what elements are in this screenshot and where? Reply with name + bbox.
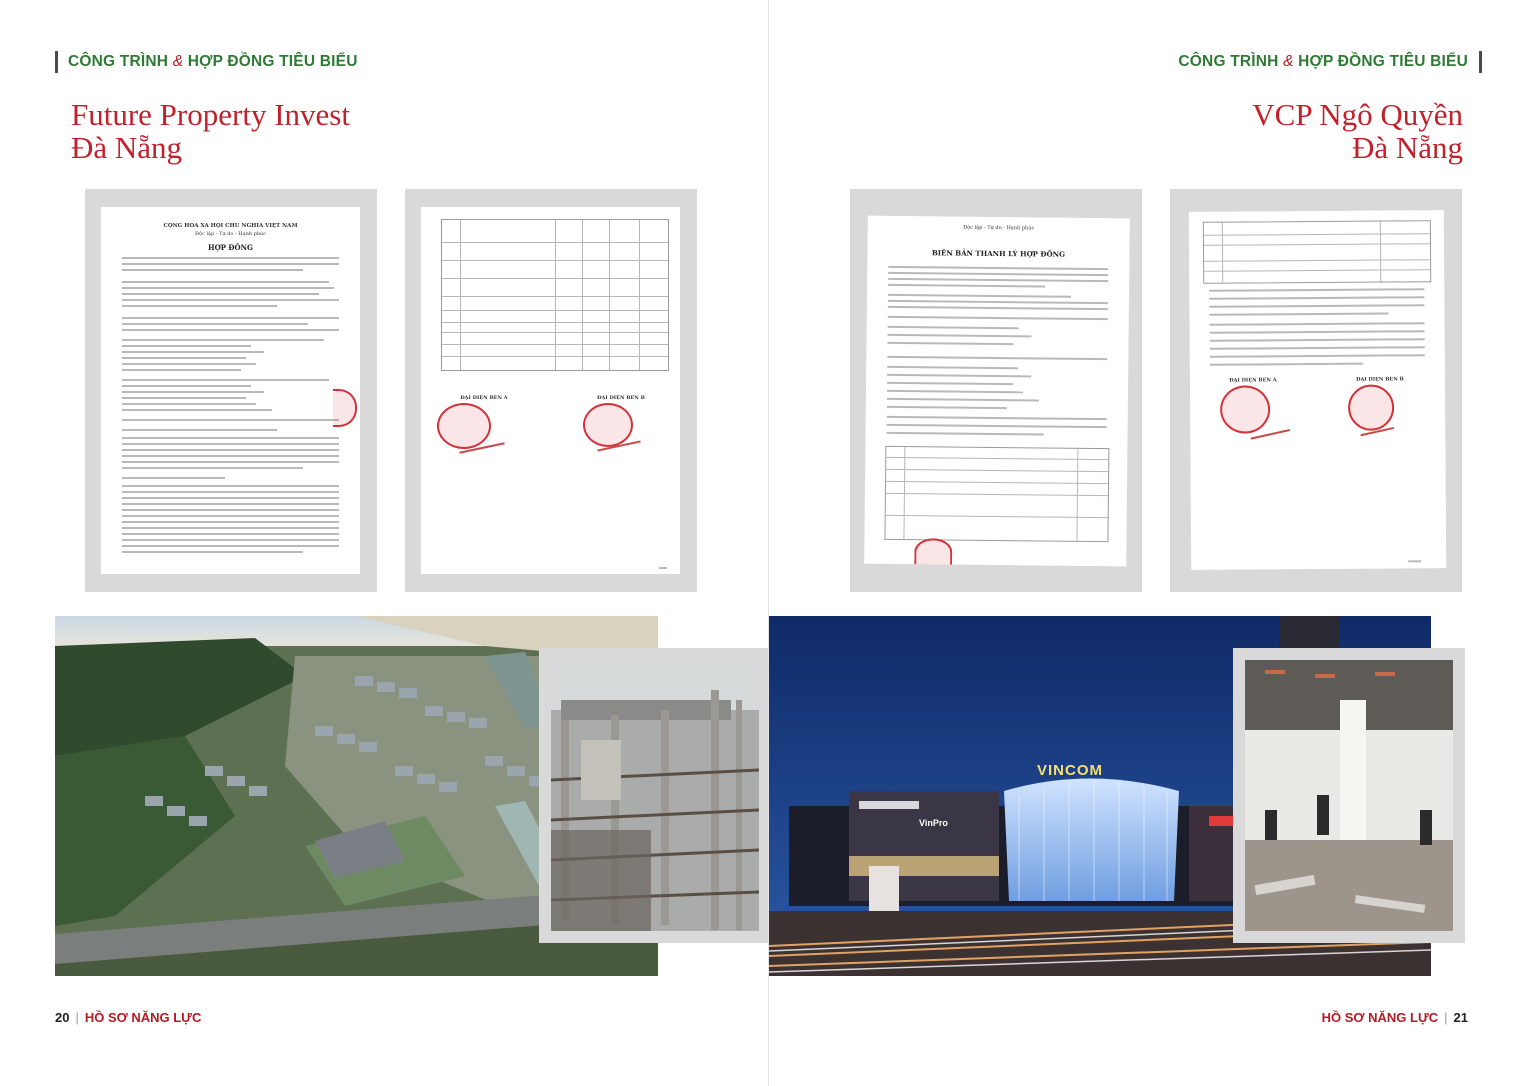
party-a-representative-label: ĐẠI DIỆN BÊN A [1229,377,1277,384]
pricing-table [441,219,669,371]
section-marker-bar [1479,51,1482,73]
section-label-part1: CÔNG TRÌNH [68,53,169,70]
liquidation-document-frame [850,189,1142,592]
footer-brand-right: HỒ SƠ NĂNG LỰC [1321,1010,1439,1025]
section-label-part2: HỢP ĐỒNG TIÊU BIỂU [187,53,358,70]
vinpro-sign: VinPro [919,818,948,828]
section-label [68,53,358,71]
section-label-part1: CÔNG TRÌNH [1178,53,1279,70]
section-label [1178,53,1468,71]
liquidation-stamp [914,538,952,566]
liquidation-title: BIÊN BẢN THANH LÝ HỢP ĐỒNG [931,248,1066,259]
left-footer: 20 | HỒ SƠ NĂNG LỰC [55,1010,202,1025]
contract-title: HỢP ĐỒNG [207,243,253,252]
liquidation-motto: Độc lập - Tự do - Hạnh phúc [963,224,1035,232]
project-title [1252,98,1463,164]
contract-table-page [421,207,680,574]
settlement-table [1203,220,1431,284]
right-footer: HỒ SƠ NĂNG LỰC | 21 [1321,1010,1468,1025]
liquidation-document-page [864,216,1130,567]
page-number-right: 21 [1453,1010,1468,1025]
party-b-stamp [1348,384,1394,430]
party-a-stamp [1220,385,1270,433]
interior-photo-frame [1233,648,1465,943]
right-page [768,0,1536,1086]
liquidation-table [884,446,1109,542]
project-title-line1: Future Property Invest [71,97,350,132]
page-number-left: 20 [55,1010,70,1025]
project-title [71,98,350,164]
section-label-amp: & [172,53,184,70]
interior-construction-photo [1245,660,1453,931]
section-label-part2: HỢP ĐỒNG TIÊU BIỂU [1298,53,1468,70]
section-marker-bar [55,51,58,73]
party-b-representative-label: ĐẠI DIỆN BÊN B [1356,376,1404,383]
liquidation-page2 [1189,210,1446,570]
construction-photo-frame [539,648,771,943]
construction-site-photo [551,660,759,931]
section-label-amp: & [1283,53,1294,70]
footer-brand-left: HỒ SƠ NĂNG LỰC [84,1010,202,1025]
project-title-line2: Đà Nẵng [71,130,183,165]
party-b-representative-label: ĐẠI DIỆN BÊN B [597,395,645,401]
party-a-representative-label: ĐẠI DIỆN BÊN A [460,395,508,401]
party-a-stamp [437,403,491,449]
contract-document-frame [85,189,377,592]
project-title-line1: VCP Ngô Quyền [1252,97,1463,132]
contract-document-page [101,207,360,574]
edge-stamp-mark [333,389,357,427]
vincom-sign: VINCOM [1037,762,1103,779]
project-title-line2: Đà Nẵng [1351,130,1463,165]
contract-motto: Độc lập - Tự do - Hạnh phúc [194,231,267,237]
party-b-stamp [583,403,633,447]
liquidation-page2-frame [1170,189,1462,592]
contract-national-header: CỘNG HOÀ XÃ HỘI CHỦ NGHĨA VIỆT NAM [163,223,298,229]
contract-table-frame [405,189,697,592]
